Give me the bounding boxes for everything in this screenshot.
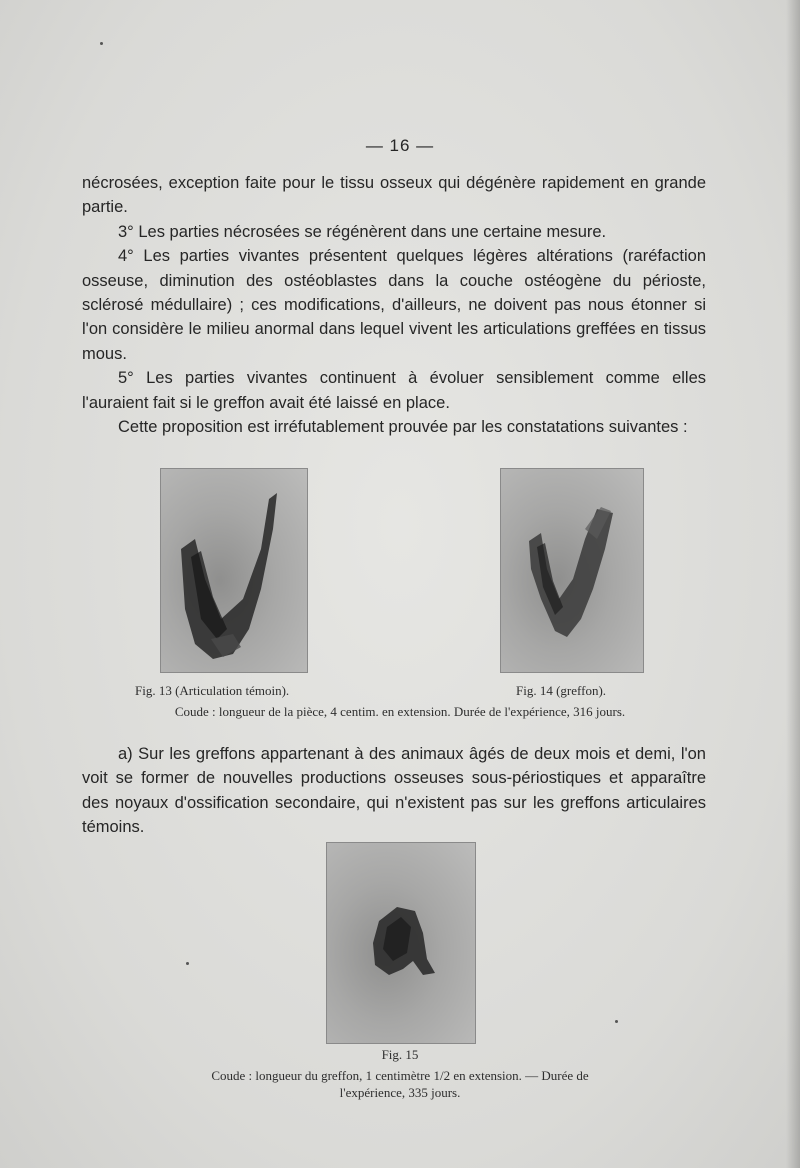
scan-speck <box>100 42 103 45</box>
paragraph-continuation: nécrosées, exception faite pour le tissu osseux qui dégénère rapidement en grande partie. <box>82 174 706 217</box>
paragraph-proof-intro: Cette proposition est irréfutablement prouvée par les constatations suivantes : <box>118 418 688 437</box>
paragraph-point-5: 5° Les parties vivantes continuent à évoluer sensiblement comme elles l'auraient fait si le greffon avait été laissé en place. <box>82 369 706 412</box>
paragraph-point-3: 3° Les parties nécrosées se régénèrent dans une certaine mesure. <box>118 222 607 241</box>
figure-14-photo <box>500 468 644 673</box>
figure-15-legend-line-2: l'expérience, 335 jours. <box>339 1085 461 1100</box>
bone-specimen-14 <box>501 469 643 672</box>
figure-14-caption: Fig. 14 (greffon). <box>516 683 607 698</box>
paragraph-point-4: 4° Les parties vivantes présentent quelques légères altérations (raréfaction osseuse, diminution des ostéoblastes dans la couche ostéogène du périoste, sclérosé médullaire) ; ces modifications, d'ailleurs, ne doivent pas nous étonner si l'on considère le milieu anormal dans lequel vivent les articulations greffées en tissus mous. <box>82 247 706 363</box>
figure-13-caption: Fig. 13 (Articulation témoin). <box>135 683 290 698</box>
body-text-upper <box>82 171 706 439</box>
body-text-lower <box>82 742 706 840</box>
figure-15-caption: Fig. 15 <box>381 1047 419 1062</box>
scan-speck <box>615 1020 618 1023</box>
bone-specimen-15 <box>327 843 475 1043</box>
paragraph-a: a) Sur les greffons appartenant à des animaux âgés de deux mois et demi, l'on voit se former de nouvelles productions osseuses sous-périostiques et apparaître des noyaux d'ossification secondaire, qui n'existent pas sur les greffons articulaires témoins. <box>82 745 706 837</box>
figure-15-legend-line-1: Coude : longueur du greffon, 1 centimètre 1/2 en extension. — Durée de <box>211 1068 589 1083</box>
page-number: — 16 — <box>365 136 435 155</box>
scan-speck <box>186 962 189 965</box>
figure-15-photo <box>326 842 476 1044</box>
bone-specimen-13 <box>161 469 307 672</box>
page-edge-shadow <box>786 0 800 1168</box>
figure-13-photo <box>160 468 308 673</box>
figures-13-14-legend: Coude : longueur de la pièce, 4 centim. en extension. Durée de l'expérience, 316 jours. <box>174 704 626 719</box>
